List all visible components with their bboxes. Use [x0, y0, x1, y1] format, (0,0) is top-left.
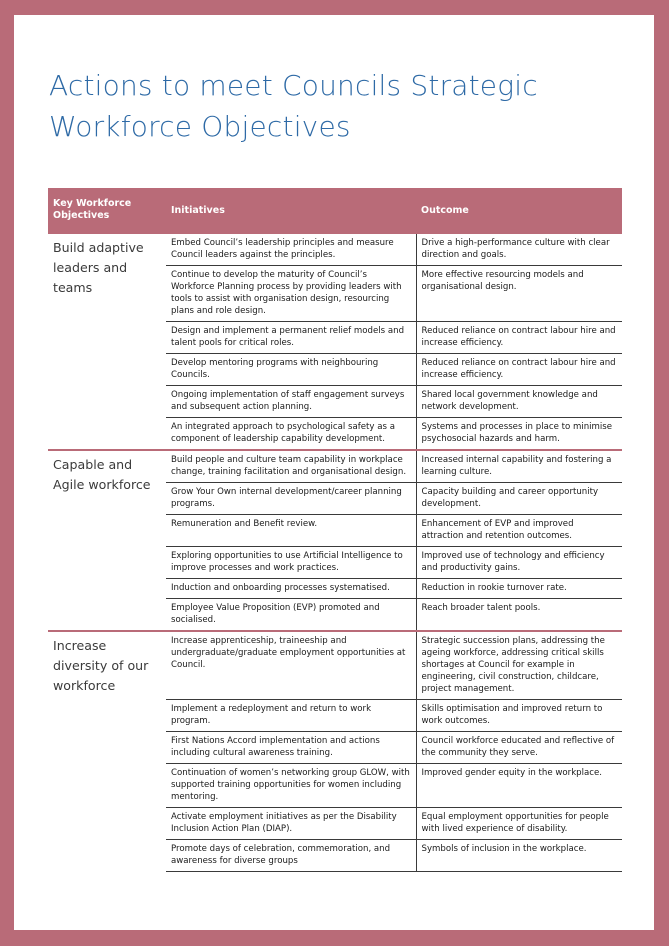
- table-row: [48, 450, 622, 483]
- outcome-cell: Council workforce educated and reflective of the community they serve.: [416, 732, 622, 764]
- outcome-cell: Drive a high-performance culture with clear direction and goals.: [416, 233, 622, 266]
- initiative-cell: Promote days of celebration, commemoration, and awareness for diverse groups: [166, 840, 416, 872]
- initiative-cell: Exploring opportunities to use Artificial Intelligence to improve processes and work practices.: [166, 547, 416, 579]
- objectives-table: [48, 188, 622, 872]
- initiative-cell: Ongoing implementation of staff engagement surveys and subsequent action planning.: [166, 386, 416, 418]
- outcome-cell: Strategic succession plans, addressing the ageing workforce, addressing critical skills shortages at Council for example in engineering, civil construction, childcare, project management.: [416, 631, 622, 700]
- objective-cell: Capable and Agile workforce: [48, 450, 166, 631]
- initiative-cell: Build people and culture team capability in workplace change, training facilitation and organisational design.: [166, 450, 416, 483]
- header-objectives: Key Workforce Objectives: [48, 188, 166, 233]
- outcome-cell: Reduced reliance on contract labour hire and increase efficiency.: [416, 354, 622, 386]
- initiative-cell: First Nations Accord implementation and actions including cultural awareness training.: [166, 732, 416, 764]
- table-row: [48, 233, 622, 266]
- initiative-cell: Increase apprenticeship, traineeship and undergraduate/graduate employment opportunities at Council.: [166, 631, 416, 700]
- outcome-cell: Skills optimisation and improved return to work outcomes.: [416, 700, 622, 732]
- initiative-cell: Embed Council’s leadership principles and measure Council leaders against the principles.: [166, 233, 416, 266]
- outcome-cell: Enhancement of EVP and improved attraction and retention outcomes.: [416, 515, 622, 547]
- initiative-cell: Grow Your Own internal development/career planning programs.: [166, 483, 416, 515]
- initiative-cell: Remuneration and Benefit review.: [166, 515, 416, 547]
- table-row: [48, 631, 622, 700]
- outcome-cell: Increased internal capability and fostering a learning culture.: [416, 450, 622, 483]
- outcome-cell: Reach broader talent pools.: [416, 599, 622, 632]
- outcome-cell: Systems and processes in place to minimise psychosocial hazards and harm.: [416, 418, 622, 451]
- objective-cell: Build adaptive leaders and teams: [48, 233, 166, 450]
- outcome-cell: Capacity building and career opportunity development.: [416, 483, 622, 515]
- header-initiatives: Initiatives: [166, 188, 416, 233]
- outcome-cell: Symbols of inclusion in the workplace.: [416, 840, 622, 872]
- initiative-cell: Activate employment initiatives as per the Disability Inclusion Action Plan (DIAP).: [166, 808, 416, 840]
- outcome-cell: Equal employment opportunities for people with lived experience of disability.: [416, 808, 622, 840]
- document-page: [14, 15, 654, 930]
- objective-cell: Increase diversity of our workforce: [48, 631, 166, 872]
- initiative-cell: Implement a redeployment and return to work program.: [166, 700, 416, 732]
- table-body: [48, 233, 622, 872]
- initiative-cell: Develop mentoring programs with neighbouring Councils.: [166, 354, 416, 386]
- initiative-cell: Continuation of women’s networking group GLOW, with supported training opportunities for women including mentoring.: [166, 764, 416, 808]
- header-outcome: Outcome: [416, 188, 622, 233]
- initiative-cell: Employee Value Proposition (EVP) promoted and socialised.: [166, 599, 416, 632]
- outcome-cell: More effective resourcing models and organisational design.: [416, 266, 622, 322]
- initiative-cell: Continue to develop the maturity of Council’s Workforce Planning process by providing leaders with tools to assist with organisation design, resourcing plans and role design.: [166, 266, 416, 322]
- outcome-cell: Reduction in rookie turnover rate.: [416, 579, 622, 599]
- header-row: [48, 188, 622, 233]
- table-header: [48, 188, 622, 233]
- outcome-cell: Improved use of technology and efficiency and productivity gains.: [416, 547, 622, 579]
- initiative-cell: An integrated approach to psychological safety as a component of leadership capability development.: [166, 418, 416, 451]
- initiative-cell: Induction and onboarding processes systematised.: [166, 579, 416, 599]
- outcome-cell: Improved gender equity in the workplace.: [416, 764, 622, 808]
- outcome-cell: Reduced reliance on contract labour hire and increase efficiency.: [416, 322, 622, 354]
- page-title: Actions to meet Councils Strategic Workforce Objectives: [49, 69, 538, 143]
- outcome-cell: Shared local government knowledge and network development.: [416, 386, 622, 418]
- initiative-cell: Design and implement a permanent relief models and talent pools for critical roles.: [166, 322, 416, 354]
